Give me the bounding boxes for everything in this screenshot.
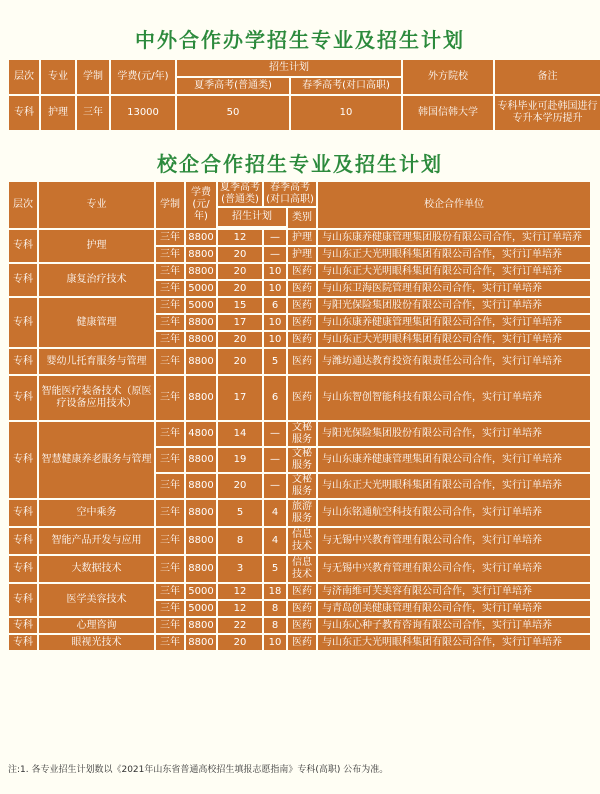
fee-cell: 8800	[186, 264, 216, 279]
spring-plan-cell: —	[264, 230, 286, 245]
major-cell: 空中乘务	[39, 500, 154, 526]
spring-plan-cell: —	[264, 474, 286, 498]
major-cell: 医学美容技术	[39, 584, 154, 616]
spring-plan-cell: 10	[264, 264, 286, 279]
category-cell: 医药	[288, 635, 316, 650]
category-cell: 旅游服务	[288, 500, 316, 526]
years-cell: 三年	[156, 500, 184, 526]
fee-cell: 8800	[186, 349, 216, 374]
partner-cell: 与济南维可芙美容有限公司合作，实行订单培养	[318, 584, 590, 599]
header-major: 专业	[39, 182, 154, 228]
partner-cell: 与山东正大光明眼科集团有限公司合作，实行订单培养	[318, 635, 590, 650]
spring-plan-cell: 5	[264, 349, 286, 374]
category-cell: 护理	[288, 230, 316, 245]
years-cell: 三年	[156, 247, 184, 262]
header-major: 专业	[41, 60, 75, 94]
header-plan: 招生计划	[218, 208, 286, 226]
category-cell: 文秘服务	[288, 448, 316, 472]
category-cell: 医药	[288, 349, 316, 374]
category-cell: 医药	[288, 264, 316, 279]
category-cell: 医药	[288, 298, 316, 313]
fee-cell: 8800	[186, 528, 216, 554]
plan-cell: 20	[218, 635, 262, 650]
plan-cell: 17	[218, 315, 262, 330]
spring-plan-cell: 5	[264, 556, 286, 582]
level-cell: 专科	[9, 422, 37, 498]
years-cell: 三年	[156, 281, 184, 296]
level-cell: 专科	[9, 556, 37, 582]
table-row	[9, 584, 590, 599]
major-cell: 智能医疗装备技术（原医疗设备应用技术）	[39, 376, 154, 420]
fee-cell: 8800	[186, 315, 216, 330]
category-cell: 护理	[288, 247, 316, 262]
spring-plan-cell: 4	[264, 528, 286, 554]
header-summer: 夏季高考(普通类)	[177, 78, 289, 94]
note-cell: 专科毕业可赴韩国进行专升本学历提升	[495, 96, 600, 130]
category-cell: 医药	[288, 332, 316, 347]
header-years: 学制	[156, 182, 184, 228]
table-row	[9, 422, 590, 446]
table-row	[9, 349, 590, 374]
level-cell: 专科	[9, 230, 37, 262]
partner-cell: 与青岛创美健康管理有限公司合作，实行订单培养	[318, 601, 590, 616]
fee-cell: 8800	[186, 247, 216, 262]
fee-cell: 13000	[111, 96, 175, 130]
level-cell: 专科	[9, 264, 37, 296]
years-cell: 三年	[156, 264, 184, 279]
spring-plan-cell: 8	[264, 618, 286, 633]
fee-cell: 5000	[186, 601, 216, 616]
spring-plan-cell: —	[264, 448, 286, 472]
partner-cell: 与山东心种子教育咨询有限公司合作，实行订单培养	[318, 618, 590, 633]
plan-cell: 22	[218, 618, 262, 633]
spring-plan-cell: —	[264, 422, 286, 446]
spring-plan-cell: 6	[264, 298, 286, 313]
category-cell: 信息技术	[288, 556, 316, 582]
spring-cell: 10	[291, 96, 401, 130]
spring-plan-cell: 18	[264, 584, 286, 599]
partner-cell: 与山东康养健康管理集团有限公司合作，实行订单培养	[318, 448, 590, 472]
header-fee: 学费(元/年)	[111, 60, 175, 94]
school-enterprise-table	[7, 180, 592, 652]
major-cell: 护理	[41, 96, 75, 130]
header-spring: 春季高考(对口高职)	[291, 78, 401, 94]
fee-cell: 8800	[186, 474, 216, 498]
category-cell: 医药	[288, 376, 316, 420]
partner-cell: 与山东正大光明眼科集团有限公司合作，实行订单培养	[318, 332, 590, 347]
header-fee: 学费(元/年)	[186, 182, 216, 228]
plan-cell: 17	[218, 376, 262, 420]
partner-cell: 与阳光保险集团股份有限公司合作，实行订单培养	[318, 298, 590, 313]
level-cell: 专科	[9, 528, 37, 554]
major-cell: 大数据技术	[39, 556, 154, 582]
spring-plan-cell: 10	[264, 315, 286, 330]
partner-cell: 与无锡中兴教育管理有限公司合作，实行订单培养	[318, 528, 590, 554]
category-cell: 信息技术	[288, 528, 316, 554]
plan-cell: 3	[218, 556, 262, 582]
category-cell: 医药	[288, 601, 316, 616]
partner-cell: 与阳光保险集团股份有限公司合作，实行订单培养	[318, 422, 590, 446]
years-cell: 三年	[156, 618, 184, 633]
years-cell: 三年	[156, 315, 184, 330]
major-cell: 眼视光技术	[39, 635, 154, 650]
level-cell: 专科	[9, 298, 37, 347]
spring-plan-cell: 4	[264, 500, 286, 526]
table-row	[9, 528, 590, 554]
years-cell: 三年	[156, 376, 184, 420]
partner-cell: 与山东康养健康管理集团有限公司合作，实行订单培养	[318, 315, 590, 330]
plan-cell: 5	[218, 500, 262, 526]
years-cell: 三年	[156, 332, 184, 347]
level-cell: 专科	[9, 635, 37, 650]
header-note: 备注	[495, 60, 600, 94]
table-row	[9, 618, 590, 633]
plan-cell: 20	[218, 474, 262, 498]
category-cell: 文秘服务	[288, 422, 316, 446]
header-level: 层次	[9, 60, 39, 94]
header-school: 外方院校	[403, 60, 493, 94]
table-row	[9, 298, 590, 313]
header-plan: 招生计划	[177, 60, 401, 76]
fee-cell: 5000	[186, 281, 216, 296]
years-cell: 三年	[156, 556, 184, 582]
fee-cell: 5000	[186, 584, 216, 599]
years-cell: 三年	[156, 474, 184, 498]
fee-cell: 8800	[186, 230, 216, 245]
plan-cell: 20	[218, 264, 262, 279]
fee-cell: 8800	[186, 618, 216, 633]
table-row	[9, 96, 600, 130]
plan-cell: 20	[218, 332, 262, 347]
school-cell: 韩国信韩大学	[403, 96, 493, 130]
fee-cell: 8800	[186, 500, 216, 526]
spring-plan-cell: 10	[264, 635, 286, 650]
plan-cell: 14	[218, 422, 262, 446]
table-row	[9, 556, 590, 582]
fee-cell: 8800	[186, 556, 216, 582]
spring-plan-cell: 6	[264, 376, 286, 420]
plan-cell: 15	[218, 298, 262, 313]
partner-cell: 与山东卫海医院管理有限公司合作，实行订单培养	[318, 281, 590, 296]
partner-cell: 与无锡中兴教育管理有限公司合作，实行订单培养	[318, 556, 590, 582]
fee-cell: 8800	[186, 635, 216, 650]
spring-plan-cell: —	[264, 247, 286, 262]
level-cell: 专科	[9, 376, 37, 420]
years-cell: 三年	[156, 584, 184, 599]
title-school-enterprise: 校企合作招生专业及招生计划	[157, 152, 443, 176]
level-cell: 专科	[9, 96, 39, 130]
years-cell: 三年	[156, 349, 184, 374]
spring-plan-cell: 10	[264, 281, 286, 296]
partner-cell: 与山东正大光明眼科集团有限公司合作，实行订单培养	[318, 247, 590, 262]
years-cell: 三年	[156, 601, 184, 616]
partner-cell: 与山东铭通航空科技有限公司合作，实行订单培养	[318, 500, 590, 526]
fee-cell: 8800	[186, 448, 216, 472]
level-cell: 专科	[9, 349, 37, 374]
plan-cell: 12	[218, 584, 262, 599]
partner-cell: 与山东正大光明眼科集团有限公司合作，实行订单培养	[318, 474, 590, 498]
header-partner: 校企合作单位	[318, 182, 590, 228]
category-cell: 医药	[288, 618, 316, 633]
plan-cell: 12	[218, 601, 262, 616]
header-years: 学制	[77, 60, 109, 94]
years-cell: 三年	[77, 96, 109, 130]
plan-cell: 20	[218, 281, 262, 296]
major-cell: 心理咨询	[39, 618, 154, 633]
years-cell: 三年	[156, 230, 184, 245]
partner-cell: 与山东智创智能科技有限公司合作，实行订单培养	[318, 376, 590, 420]
plan-cell: 20	[218, 247, 262, 262]
partner-cell: 与山东康养健康管理集团股份有限公司合作，实行订单培养	[318, 230, 590, 245]
years-cell: 三年	[156, 422, 184, 446]
partner-cell: 与潍坊通达教育投资有限责任公司合作，实行订单培养	[318, 349, 590, 374]
category-cell: 医药	[288, 281, 316, 296]
years-cell: 三年	[156, 298, 184, 313]
fee-cell: 8800	[186, 376, 216, 420]
spring-plan-cell: 10	[264, 332, 286, 347]
summer-cell: 50	[177, 96, 289, 130]
table-row	[9, 635, 590, 650]
years-cell: 三年	[156, 528, 184, 554]
category-cell: 医药	[288, 315, 316, 330]
footnote: 注:1. 各专业招生计划数以《2021年山东省普通高校招生填报志愿指南》专科(高职) 公布为准。	[8, 765, 389, 775]
fee-cell: 5000	[186, 298, 216, 313]
table-row	[9, 264, 590, 279]
years-cell: 三年	[156, 635, 184, 650]
major-cell: 智慧健康养老服务与管理	[39, 422, 154, 498]
header-category: 类别	[288, 208, 316, 228]
major-cell: 智能产品开发与应用	[39, 528, 154, 554]
spring-plan-cell: 8	[264, 601, 286, 616]
table-row	[9, 500, 590, 526]
category-cell: 文秘服务	[288, 474, 316, 498]
plan-cell: 8	[218, 528, 262, 554]
major-cell: 护理	[39, 230, 154, 262]
plan-cell: 20	[218, 349, 262, 374]
header-summer: 夏季高考(普通类)	[220, 182, 260, 205]
plan-cell: 19	[218, 448, 262, 472]
table-row	[9, 376, 590, 420]
plan-cell: 12	[218, 230, 262, 245]
category-cell: 医药	[288, 584, 316, 599]
title-sino-foreign: 中外合作办学招生专业及招生计划	[135, 28, 465, 52]
level-cell: 专科	[9, 500, 37, 526]
header-spring: 春季高考(对口高职)	[264, 182, 316, 206]
major-cell: 健康管理	[39, 298, 154, 347]
major-cell: 婴幼儿托育服务与管理	[39, 349, 154, 374]
table-body	[9, 230, 590, 650]
major-cell: 康复治疗技术	[39, 264, 154, 296]
years-cell: 三年	[156, 448, 184, 472]
partner-cell: 与山东正大光明眼科集团有限公司合作，实行订单培养	[318, 264, 590, 279]
fee-cell: 4800	[186, 422, 216, 446]
fee-cell: 8800	[186, 332, 216, 347]
table-row	[9, 230, 590, 245]
sino-foreign-table	[7, 58, 600, 132]
header-level: 层次	[9, 182, 37, 228]
level-cell: 专科	[9, 618, 37, 633]
level-cell: 专科	[9, 584, 37, 616]
